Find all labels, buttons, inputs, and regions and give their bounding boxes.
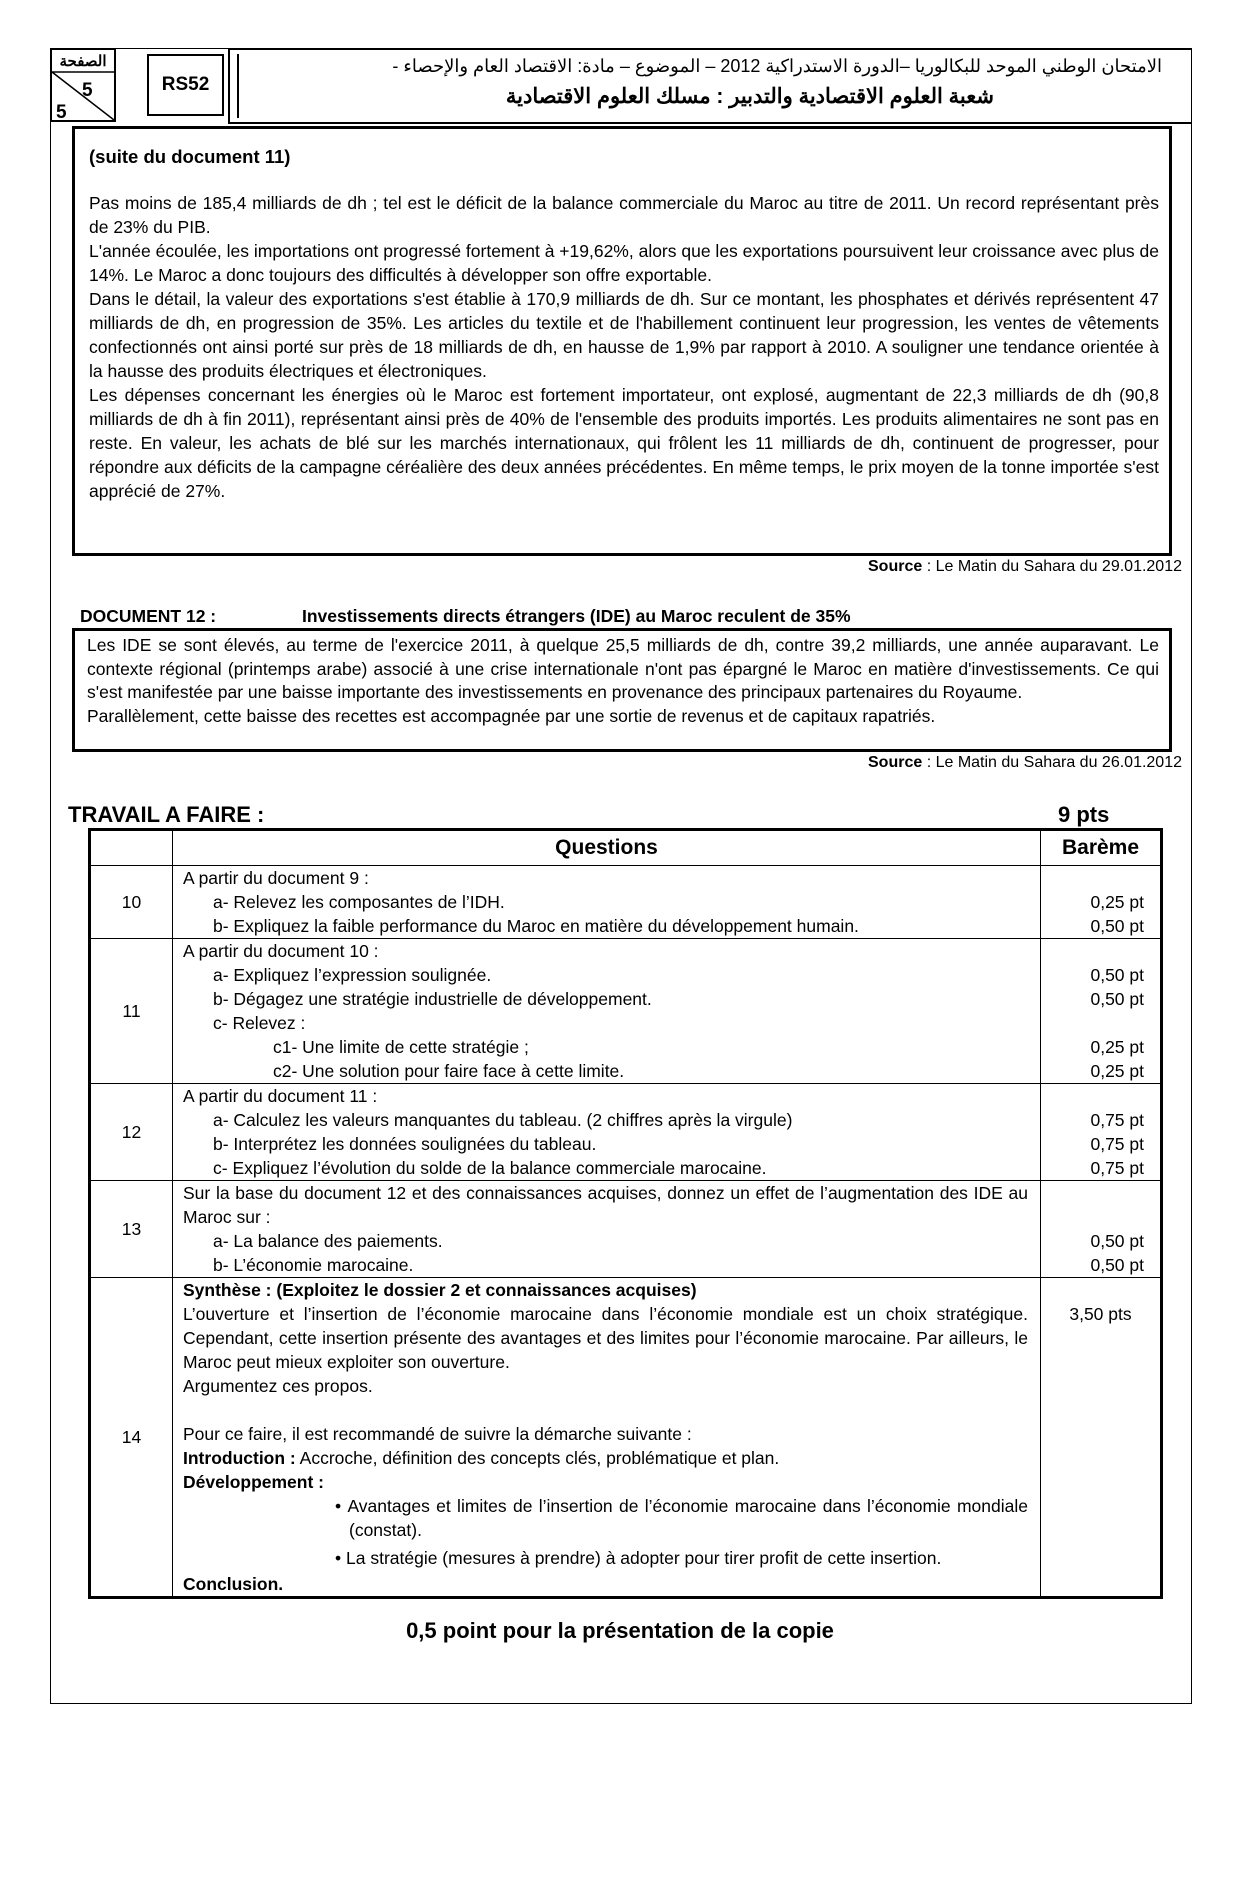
score-value: 0,50 pt xyxy=(1090,989,1144,1009)
question-text xyxy=(173,939,1041,1084)
score-value: 0,50 pt xyxy=(1090,916,1144,936)
score-value: 0,75 pt xyxy=(1090,1110,1144,1130)
doc12-paragraph: Les IDE se sont élevés, au terme de l'exercice 2011, à quelque 25,5 milliards de dh, contre 39,2 milliards, une année auparavant. Le contexte régional (printemps arabe) associé à une crise internationale n'ont pas épargné le Maroc en matière d'investissements. Ce qui s'est manifestée par une baisse importante des investissements en provenance des principaux partenaires du Royaume. xyxy=(87,635,1159,702)
source-text: : Le Matin du Sahara du 29.01.2012 xyxy=(922,558,1182,575)
question-score xyxy=(1041,939,1162,1084)
question-item: c- Relevez : xyxy=(213,1013,306,1033)
question-text xyxy=(173,1278,1041,1598)
score-value: 0,25 pt xyxy=(1090,1061,1144,1081)
source-text: : Le Matin du Sahara du 26.01.2012 xyxy=(922,754,1182,771)
travail-points: 9 pts xyxy=(1058,802,1110,827)
score-value: 0,50 pt xyxy=(1090,1231,1144,1251)
bullet-item xyxy=(183,1494,1028,1542)
exam-code: RS52 xyxy=(147,54,224,116)
document-11-subtitle: (suite du document 11) xyxy=(89,146,291,167)
doc12-paragraph: Parallèlement, cette baisse des recettes est accompagnée par une sortie de revenus et de capitaux rapatriés. xyxy=(87,705,936,726)
question-score xyxy=(1041,1084,1162,1181)
question-intro: Sur la base du document 12 et des connaissances acquises, donnez un effet de l’augmentation des IDE au Maroc sur : xyxy=(183,1183,1028,1227)
table-header-row xyxy=(90,830,1162,866)
question-intro: A partir du document 10 : xyxy=(183,941,379,961)
score-value: 0,75 pt xyxy=(1090,1134,1144,1154)
doc11-paragraph: Les dépenses concernant les énergies où le Maroc est fortement importateur, ont explosé, augmentant de 22,3 milliards de dh (90,8 milliards de dh à fin 2011), représentant ainsi près de 40% de l'ensemble des produits importés. Les produits alimentaires ne sont pas en reste. En valeur, les achats de blé sur les marchés internationaux, qui frôlent les 11 milliards de dh, continuent de progresser, pour répondre aux déficits de la campagne céréalière des deux années précédentes. En même temps, le prix moyen de la tonne importée s'est apprécié de 27%. xyxy=(89,385,1159,501)
question-number: 12 xyxy=(90,1084,173,1181)
source-label: Source xyxy=(868,754,923,771)
score-value: 0,50 pt xyxy=(1090,1255,1144,1275)
synthesis-instruction: Argumentez ces propos. xyxy=(183,1376,373,1396)
presentation-note: 0,5 point pour la présentation de la copie xyxy=(406,1618,834,1643)
question-item: a- Calculez les valeurs manquantes du tableau. (2 chiffres après la virgule) xyxy=(213,1110,793,1130)
question-score xyxy=(1041,1278,1162,1598)
question-intro: A partir du document 9 : xyxy=(183,868,369,888)
question-item: a- Relevez les composantes de l’IDH. xyxy=(213,892,505,912)
question-number: 11 xyxy=(90,939,173,1084)
intro-label: Introduction : xyxy=(183,1448,296,1468)
score-spacer xyxy=(1051,1011,1144,1035)
page-label: الصفحة xyxy=(59,53,107,70)
score-value: 3,50 pts xyxy=(1069,1304,1132,1324)
question-item: b- Dégagez une stratégie industrielle de développement. xyxy=(213,989,652,1009)
synthesis-title: Synthèse : (Exploitez le dossier 2 et connaissances acquises) xyxy=(183,1280,697,1300)
exam-line: الامتحان الوطني الموحد للبكالوريا –الدورة الاستدراكية 2012 – الموضوع – مادة: الاقتصاد العام والإحصاء - xyxy=(392,56,1162,76)
table-row xyxy=(90,866,1162,939)
document-12-title: Investissements directs étrangers (IDE) au Maroc reculent de 35% xyxy=(302,606,851,626)
score-spacer xyxy=(1051,866,1144,890)
question-text xyxy=(173,866,1041,939)
question-number: 14 xyxy=(90,1278,173,1598)
doc12-source xyxy=(868,754,1182,772)
score-spacer xyxy=(1051,939,1144,963)
source-label: Source xyxy=(868,558,923,575)
score-spacer xyxy=(1041,1278,1160,1302)
branch-line: شعبة العلوم الاقتصادية والتدبير : مسلك العلوم الاقتصادية xyxy=(505,85,994,108)
question-subitem: c2- Une solution pour faire face à cette limite. xyxy=(273,1061,625,1081)
score-spacer xyxy=(1051,1205,1144,1229)
table-row xyxy=(90,939,1162,1084)
question-subitem: c1- Une limite de cette stratégie ; xyxy=(273,1037,529,1057)
table-row xyxy=(90,1181,1162,1278)
score-value: 0,25 pt xyxy=(1090,1037,1144,1057)
text-spacer xyxy=(183,1398,1028,1422)
score-value: 0,50 pt xyxy=(1090,965,1144,985)
doc11-paragraph: Dans le détail, la valeur des exportations s'est établie à 170,9 milliards de dh. Sur ce montant, les phosphates et dérivés représentent 47 milliards de dh, en progression de 35%. Les articles du textile et de l'habillement continuent leur progression, les ventes de vêtements confectionnés ont ainsi porté sur près de 18 milliards de dh, en hausse de 1,9% par rapport à 2010. A souligner une tendance orientée à la hausse des produits électriques et électroniques. xyxy=(89,289,1159,381)
questions-header: Questions xyxy=(173,830,1041,866)
question-item: a- La balance des paiements. xyxy=(213,1231,443,1251)
question-item: b- Expliquez la faible performance du Maroc en matière du développement humain. xyxy=(213,916,859,936)
question-text xyxy=(173,1084,1041,1181)
page-number-box xyxy=(50,48,116,122)
intro-line xyxy=(183,1446,1028,1470)
travail-title: TRAVAIL A FAIRE : xyxy=(68,802,265,827)
question-number: 13 xyxy=(90,1181,173,1278)
exam-header xyxy=(50,48,1192,124)
dev-label: Développement : xyxy=(183,1472,324,1492)
page-number: 5 xyxy=(82,80,93,101)
page-total: 5 xyxy=(56,102,67,123)
document-12-label: DOCUMENT 12 : xyxy=(80,606,217,626)
synthesis-statement: L’ouverture et l’insertion de l’économie marocaine dans l’économie mondiale est un choix stratégique. Cependant, cette insertion présente des avantages et des limites pour l’économie marocaine. Par ailleurs, le Maroc peut mieux exploiter son ouverture. xyxy=(183,1304,1028,1372)
bullet-icon: • xyxy=(335,1496,348,1516)
question-score xyxy=(1041,866,1162,939)
bareme-header: Barème xyxy=(1041,830,1162,866)
score-value: 0,25 pt xyxy=(1090,892,1144,912)
doc11-paragraph: L'année écoulée, les importations ont progressé fortement à +19,62%, alors que les exportations poursuivent leur croissance avec plus de 14%. Le Maroc a donc toujours des difficultés à développer son offre exportable. xyxy=(89,241,1160,285)
question-item: a- Expliquez l’expression soulignée. xyxy=(213,965,492,985)
question-text xyxy=(173,1181,1041,1278)
score-spacer xyxy=(1051,1084,1144,1108)
score-spacer xyxy=(1051,1181,1144,1205)
table-row xyxy=(90,1084,1162,1181)
question-item: c- Expliquez l’évolution du solde de la balance commerciale marocaine. xyxy=(213,1158,767,1178)
conclusion-label: Conclusion. xyxy=(183,1574,284,1594)
bullet-icon: • xyxy=(335,1548,346,1568)
questions-table xyxy=(88,828,1160,1904)
question-item: b- Interprétez les données soulignées du tableau. xyxy=(213,1134,597,1154)
question-intro: A partir du document 11 : xyxy=(183,1086,378,1106)
approach-line: Pour ce faire, il est recommandé de suivre la démarche suivante : xyxy=(183,1424,692,1444)
table-row xyxy=(90,1278,1162,1598)
document-12-heading xyxy=(80,606,851,627)
num-header xyxy=(90,830,173,866)
document-11-box xyxy=(72,126,1172,556)
bullet-text: La stratégie (mesures à prendre) à adopter pour tirer profit de cette insertion. xyxy=(346,1548,942,1568)
question-score xyxy=(1041,1181,1162,1278)
doc11-source xyxy=(868,558,1182,576)
exam-title-box xyxy=(228,48,1192,124)
question-item: b- L’économie marocaine. xyxy=(213,1255,414,1275)
bullet-item xyxy=(183,1546,1028,1570)
doc11-paragraph: Pas moins de 185,4 milliards de dh ; tel est le déficit de la balance commerciale du Maroc au titre de 2011. Un record représentant près de 23% du PIB. xyxy=(89,193,1159,237)
document-12-box xyxy=(72,628,1172,752)
question-number: 10 xyxy=(90,866,173,939)
intro-text: Accroche, définition des concepts clés, problématique et plan. xyxy=(295,1448,780,1468)
bullet-text: Avantages et limites de l’insertion de l’économie marocaine dans l’économie mondiale (constat). xyxy=(347,1496,1028,1540)
score-value: 0,75 pt xyxy=(1090,1158,1144,1178)
